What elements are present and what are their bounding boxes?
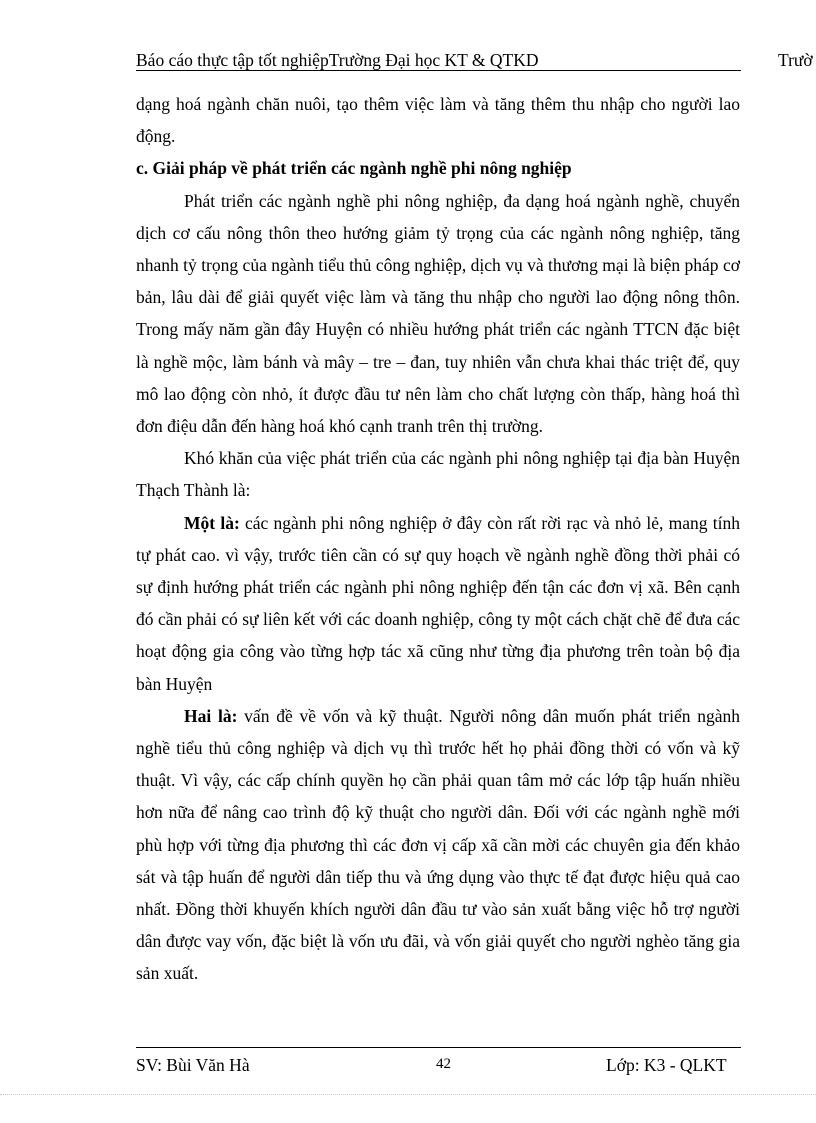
page-number: 42 xyxy=(436,1056,451,1072)
header-overflow-text: Trườ xyxy=(778,50,813,70)
header-rule xyxy=(136,70,741,71)
paragraph-1: Phát triển các ngành nghề phi nông nghiệp, đa dạng hoá ngành nghề, chuyển dịch cơ cấu nông thôn theo hướng giảm tỷ trọng của các ngành nông nghiệp, tăng nhanh tỷ trọng của ngành tiểu thủ công nghiệp, dịch vụ và thương mại là biện pháp cơ bản, lâu dài để giải quyết việc làm và tăng thu nhập cho người lao động nông thôn. Trong mấy năm gần đây Huyện có nhiều hướng phát triển các ngành TTCN đặc biệt là nghề mộc, làm bánh và mây – tre – đan, tuy nhiên vẫn chưa khai thác triệt để, quy mô lao động còn nhỏ, ít được đầu tư nên làm cho chất lượng còn thấp, hàng hoá thì đơn điệu dẫn đến hàng hoá khó cạnh tranh trên thị trường. xyxy=(136,190,740,437)
point-2-paragraph xyxy=(136,700,740,990)
footer-class: Lớp: K3 - QLKT xyxy=(606,1055,727,1075)
section-heading: c. Giải pháp về phát triển các ngành nghề phi nông nghiệp xyxy=(136,158,572,179)
point-1-paragraph xyxy=(136,507,740,700)
page-header xyxy=(136,50,741,72)
point-2-text: vấn đề về vốn và kỹ thuật. Người nông dân muốn phát triển ngành nghề tiểu thủ công nghiệp và dịch vụ thì trước hết họ phải đồng thời có vốn và kỹ thuật. Vì vậy, các cấp chính quyền họ cần phải quan tâm mở các lớp tập huấn nhiều hơn nữa để nâng cao trình độ kỹ thuật cho người dân. Đối với các ngành nghề mới phù hợp với từng địa phương thì các đơn vị cấp xã cần mời các chuyên gia đến khảo sát và tập huấn để người dân tiếp thu và ứng dụng vào thực tế đạt được hiệu quả cao nhất. Đồng thời khuyến khích người dân đầu tư vào sản xuất bằng việc hỗ trợ người dân được vay vốn, đặc biệt là vốn ưu đãi, và vốn giải quyết cho người nghèo tăng gia sản xuất. xyxy=(136,705,740,984)
point-1-label: Một là: xyxy=(184,512,240,533)
footer-rule xyxy=(136,1047,741,1048)
document-body xyxy=(136,88,740,990)
page-bottom-edge xyxy=(0,1094,816,1095)
point-2-label: Hai là: xyxy=(184,705,238,726)
paragraph-2: Khó khăn của việc phát triển của các ngành phi nông nghiệp tại địa bàn Huyện Thạch Thành là: xyxy=(136,448,740,501)
header-title: Báo cáo thực tập tốt nghiệpTrường Đại học KT & QTKD xyxy=(136,50,539,70)
intro-paragraph: dạng hoá ngành chăn nuôi, tạo thêm việc làm và tăng thêm thu nhập cho người lao động. xyxy=(136,94,740,147)
point-1-text: các ngành phi nông nghiệp ở đây còn rất rời rạc và nhỏ lẻ, mang tính tự phát cao. vì vậy, trước tiên cần có sự quy hoạch về ngành nghề đồng thời phải có sự định hướng phát triển các ngành phi nông nghiệp đến tận các đơn vị xã. Bên cạnh đó cần phải có sự liên kết với các doanh nghiệp, công ty một cách chặt chẽ để đưa các hoạt động gia công vào từng hợp tác xã cũng như từng địa phương trên toàn bộ địa bàn Huyện xyxy=(136,512,740,694)
footer-student: SV: Bùi Văn Hà xyxy=(136,1055,250,1075)
